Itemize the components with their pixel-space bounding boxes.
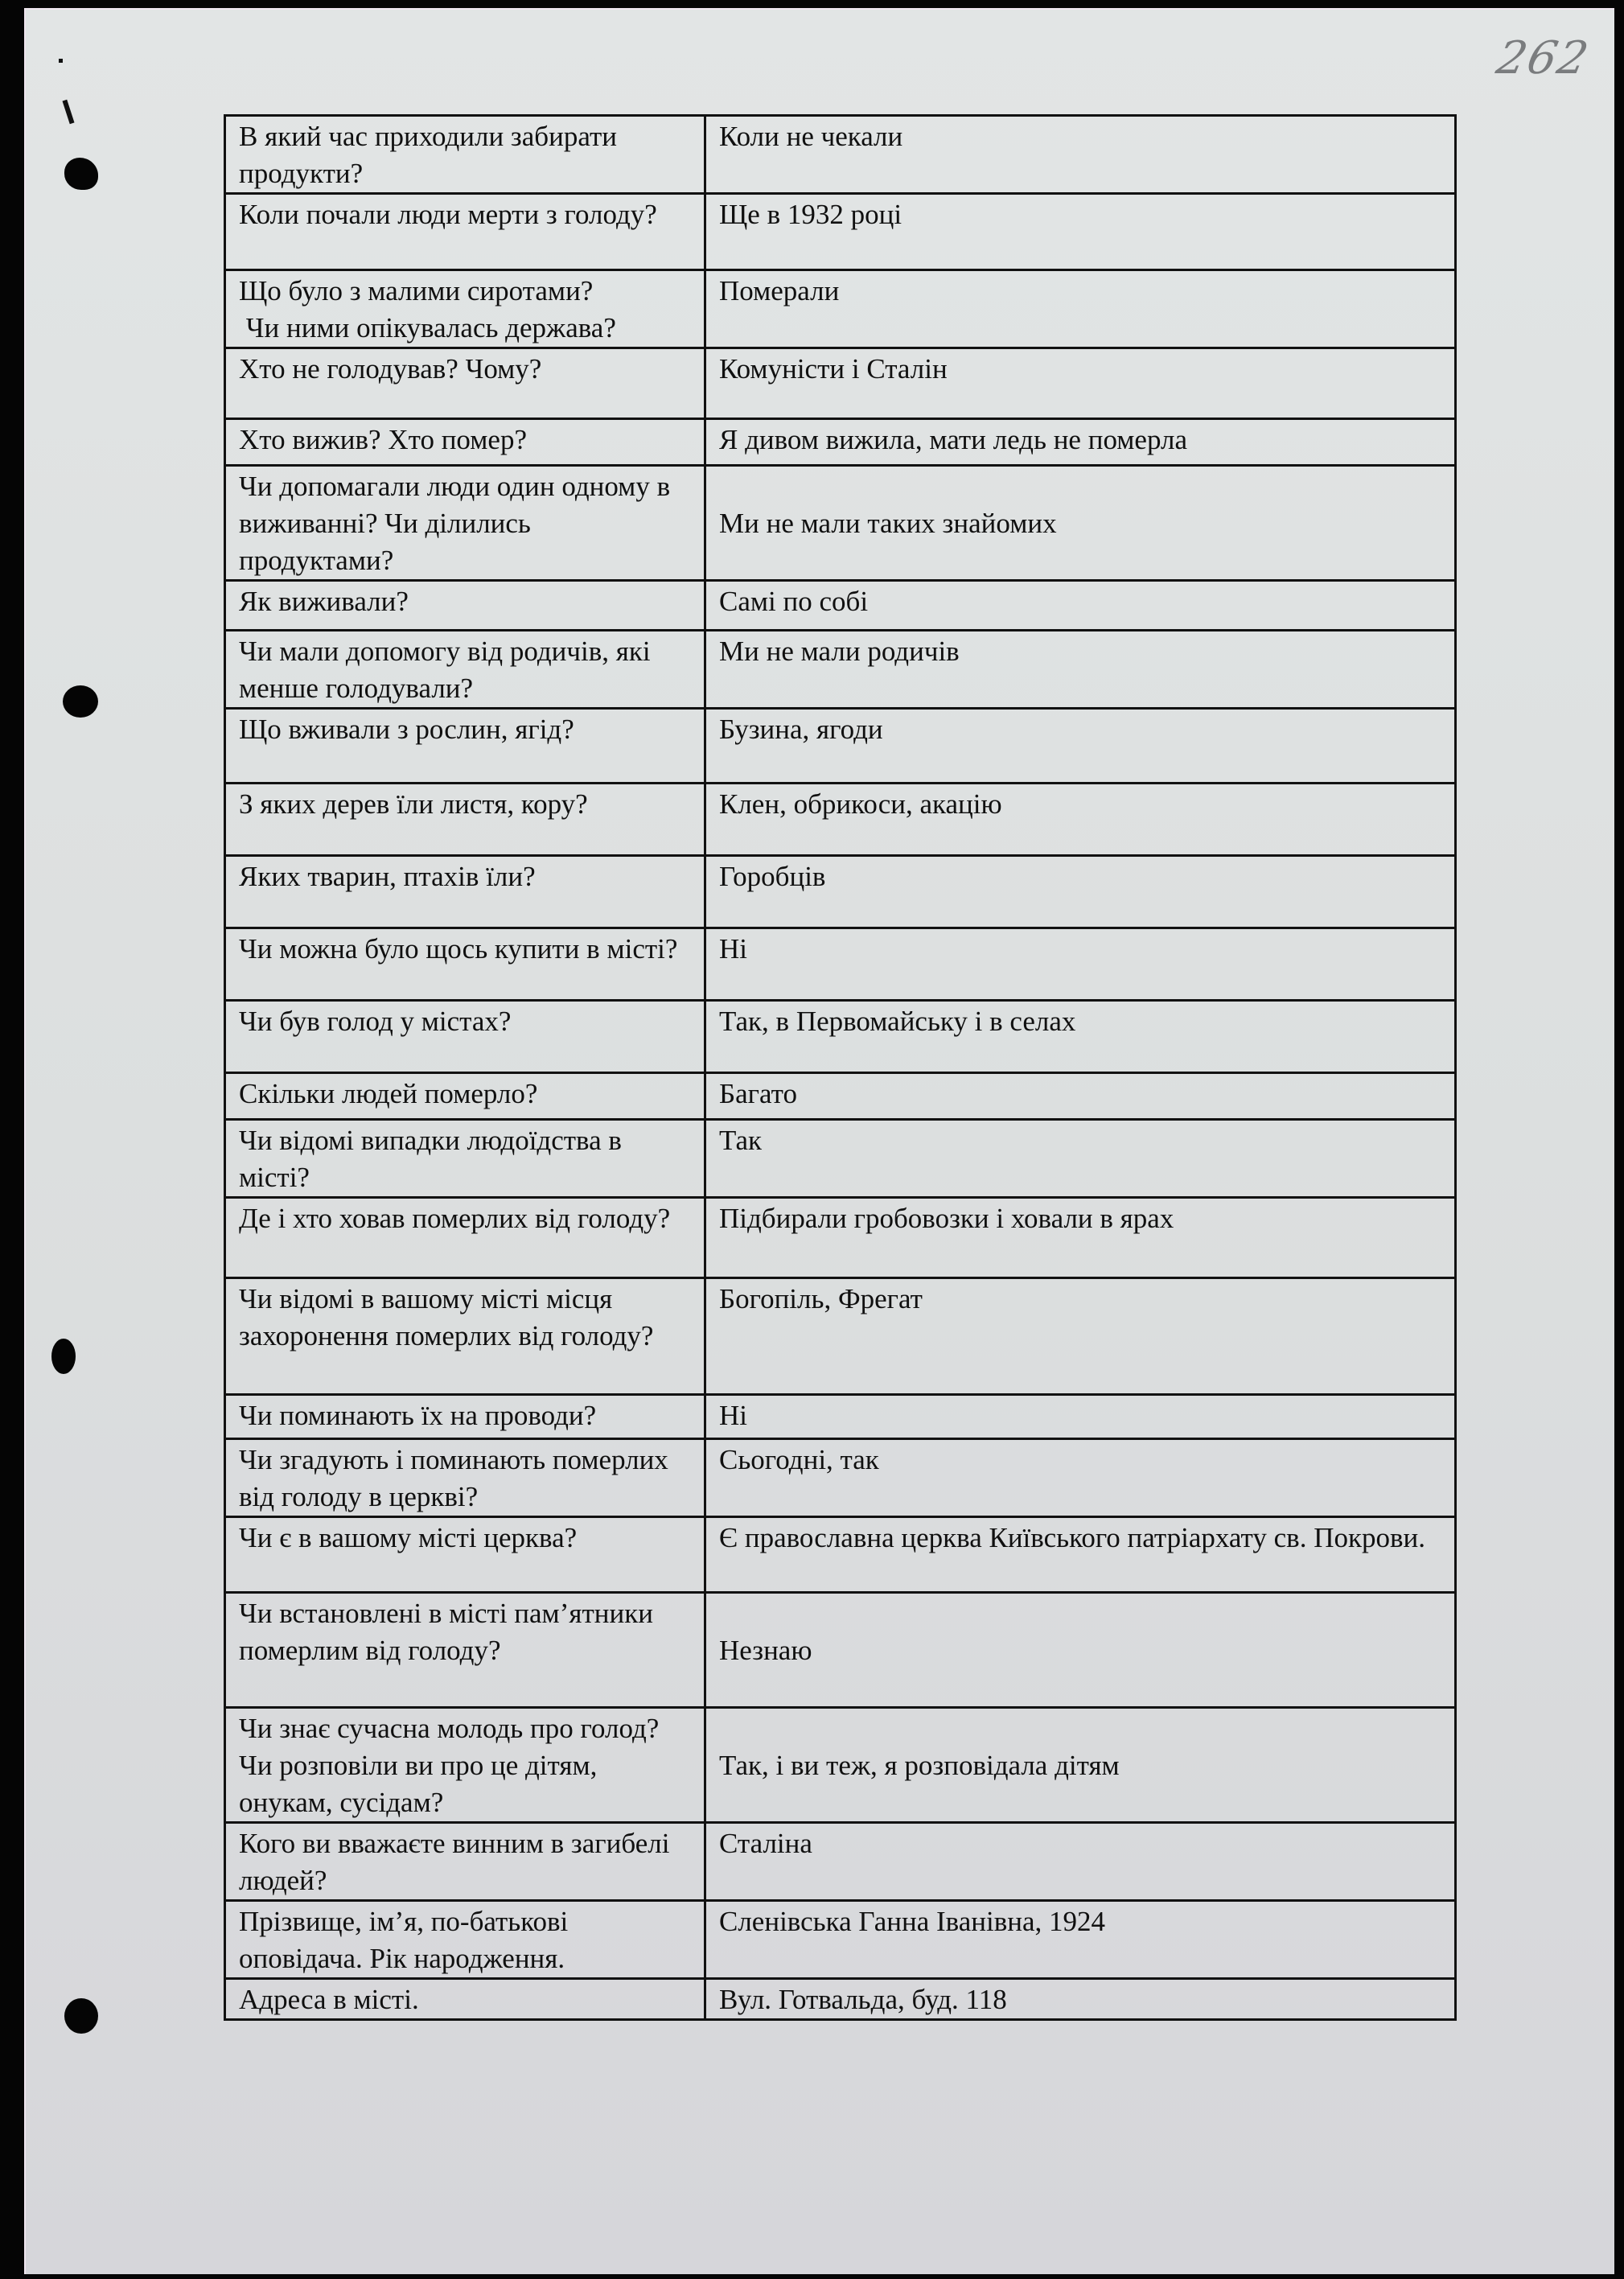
question-cell: Чи мали допомогу від родичів, які менше голодували? xyxy=(225,631,705,709)
table-row xyxy=(225,1073,1456,1120)
question-cell: В який час приходили забирати продукти? xyxy=(225,116,705,194)
answer-cell: Горобців xyxy=(705,856,1456,928)
answer-cell: Ми не мали таких знайомих xyxy=(705,466,1456,581)
answer-cell: Незнаю xyxy=(705,1593,1456,1708)
question-cell: Скільки людей померло? xyxy=(225,1073,705,1120)
table-row xyxy=(225,1198,1456,1278)
table-row xyxy=(225,270,1456,348)
table-row xyxy=(225,709,1456,784)
table-row xyxy=(225,581,1456,631)
table-row xyxy=(225,116,1456,194)
question-cell: Прізвище, ім’я, по-батькові оповідача. Рік народження. xyxy=(225,1901,705,1979)
answer-cell: Ще в 1932 році xyxy=(705,194,1456,270)
question-cell: Що було з малими сиротами? Чи ними опікувалась держава? xyxy=(225,270,705,348)
question-cell: Кого ви вважаєте винним в загибелі людей? xyxy=(225,1823,705,1901)
table-row xyxy=(225,194,1456,270)
answer-cell: Так, в Первомайську і в селах xyxy=(705,1001,1456,1073)
table-row xyxy=(225,631,1456,709)
question-cell: Чи встановлені в місті пам’ятники померлим від голоду? xyxy=(225,1593,705,1708)
answer-cell: Богопіль, Фрегат xyxy=(705,1278,1456,1395)
answer-cell: Я дивом вижила, мати ледь не померла xyxy=(705,419,1456,466)
questionnaire-table xyxy=(224,114,1457,2021)
punch-hole-icon xyxy=(63,685,98,718)
handwritten-page-number: 262 xyxy=(1492,32,1594,84)
table-row xyxy=(225,1120,1456,1198)
table-row xyxy=(225,928,1456,1001)
answer-cell: Сленівська Ганна Іванівна, 1924 xyxy=(705,1901,1456,1979)
answer-cell: Сталіна xyxy=(705,1823,1456,1901)
question-cell: Чи відомі в вашому місті місця захоронення померлих від голоду? xyxy=(225,1278,705,1395)
answer-cell: Коли не чекали xyxy=(705,116,1456,194)
answer-cell: Ні xyxy=(705,928,1456,1001)
table-row xyxy=(225,1439,1456,1517)
table-row xyxy=(225,856,1456,928)
question-cell: Чи можна було щось купити в місті? xyxy=(225,928,705,1001)
table-row xyxy=(225,1001,1456,1073)
question-cell: Що вживали з рослин, ягід? xyxy=(225,709,705,784)
question-cell: Чи допомагали люди один одному в виживанні? Чи ділились продуктами? xyxy=(225,466,705,581)
table-row xyxy=(225,466,1456,581)
table-row xyxy=(225,1278,1456,1395)
answer-cell: Вул. Готвальда, буд. 118 xyxy=(705,1979,1456,2020)
question-cell: Як виживали? xyxy=(225,581,705,631)
answer-cell: Так, і ви теж, я розповідала дітям xyxy=(705,1708,1456,1823)
table-row xyxy=(225,1823,1456,1901)
table-row xyxy=(225,1395,1456,1439)
answer-cell: Так xyxy=(705,1120,1456,1198)
punch-hole-icon xyxy=(64,1998,98,2034)
question-cell: Хто вижив? Хто помер? xyxy=(225,419,705,466)
answer-cell: Сьогодні, так xyxy=(705,1439,1456,1517)
question-cell: Де і хто ховав померлих від голоду? xyxy=(225,1198,705,1278)
question-cell: З яких дерев їли листя, кору? xyxy=(225,784,705,856)
question-cell: Хто не голодував? Чому? xyxy=(225,348,705,419)
punch-hole-icon xyxy=(64,158,98,190)
table-row xyxy=(225,419,1456,466)
question-cell: Чи знає сучасна молодь про голод? Чи розповіли ви про це дітям, онукам, сусідам? xyxy=(225,1708,705,1823)
question-cell: Чи відомі випадки людоїдства в місті? xyxy=(225,1120,705,1198)
answer-cell: Померали xyxy=(705,270,1456,348)
answer-cell: Бузина, ягоди xyxy=(705,709,1456,784)
question-cell: Коли почали люди мерти з голоду? xyxy=(225,194,705,270)
question-cell: Чи був голод у містах? xyxy=(225,1001,705,1073)
question-cell: Яких тварин, птахів їли? xyxy=(225,856,705,928)
answer-cell: Комуністи і Сталін xyxy=(705,348,1456,419)
answer-cell: Ми не мали родичів xyxy=(705,631,1456,709)
answer-cell: Клен, обрикоси, акацію xyxy=(705,784,1456,856)
paper-speck xyxy=(59,59,63,63)
table-row xyxy=(225,1708,1456,1823)
question-cell: Чи поминають їх на проводи? xyxy=(225,1395,705,1439)
table-row xyxy=(225,1593,1456,1708)
answer-cell: Є православна церква Київського патріархату св. Покрови. xyxy=(705,1517,1456,1593)
answer-cell: Самі по собі xyxy=(705,581,1456,631)
table-row xyxy=(225,1979,1456,2020)
answer-cell: Підбирали гробовозки і ховали в ярах xyxy=(705,1198,1456,1278)
table-row xyxy=(225,784,1456,856)
question-cell: Чи згадують і поминають померлих від голоду в церкві? xyxy=(225,1439,705,1517)
table-row xyxy=(225,1517,1456,1593)
table-row xyxy=(225,348,1456,419)
question-cell: Чи є в вашому місті церква? xyxy=(225,1517,705,1593)
table-row xyxy=(225,1901,1456,1979)
answer-cell: Ні xyxy=(705,1395,1456,1439)
punch-hole-icon xyxy=(51,1339,76,1374)
answer-cell: Багато xyxy=(705,1073,1456,1120)
question-cell: Адреса в місті. xyxy=(225,1979,705,2020)
